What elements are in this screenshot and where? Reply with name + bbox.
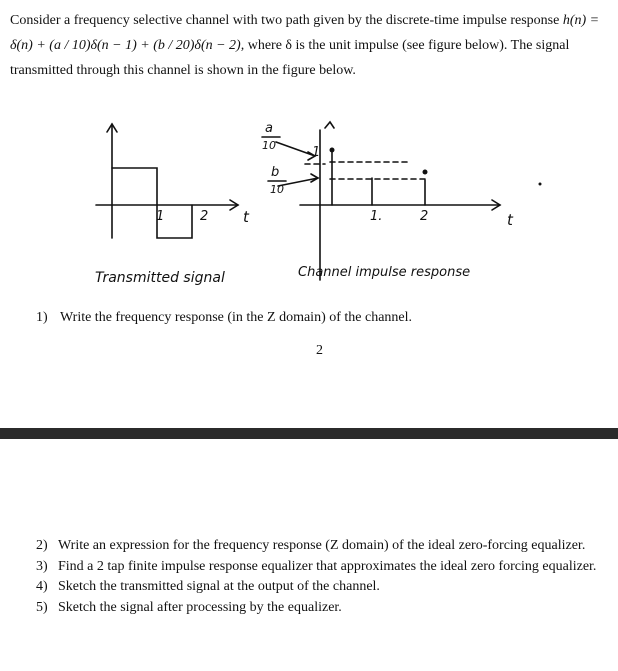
left-axis-label: t <box>243 208 249 226</box>
question-2-number: 2) <box>36 538 48 553</box>
left-tick-2: 2 <box>200 209 209 224</box>
arrow-a <box>276 142 315 156</box>
left-tick-1: 1 <box>156 209 165 224</box>
impulse-dot-2 <box>423 170 428 175</box>
intro-text-part2: where δ is the unit impulse (see figure below). The signal transmitted through this channel is shown in the figure below. <box>10 38 570 78</box>
question-5-text: Sketch the signal after processing by the equalizer. <box>58 599 342 615</box>
question-2-text: Write an expression for the frequency response (Z domain) of the ideal zero-forcing equalizer. <box>58 538 586 553</box>
page-number: 2 <box>316 343 323 358</box>
question-1-text: Write the frequency response (in the Z domain) of the channel. <box>60 310 413 325</box>
page-divider <box>0 428 618 439</box>
question-4 <box>36 577 608 598</box>
right-tick-2: 2 <box>420 209 429 224</box>
label-b-denominator: 10 <box>270 183 284 196</box>
label-a-numerator: a <box>265 121 273 136</box>
transmitted-waveform <box>112 168 192 238</box>
right-axis-label: t <box>507 211 513 229</box>
question-3 <box>36 557 608 578</box>
stray-dot <box>539 183 542 186</box>
label-b-numerator: b <box>271 165 280 180</box>
caption-channel-impulse-response: Channel impulse response <box>298 265 471 280</box>
question-4-text: Sketch the transmitted signal at the output of the channel. <box>58 579 380 594</box>
impulse-response-formula: h(n) = δ(n) + (a / 10)δ(n − 1) + (b / 20)δ(n − 2), <box>10 13 600 53</box>
signal-figure <box>0 110 618 290</box>
problem-statement <box>10 8 608 83</box>
caption-transmitted-signal: Transmitted signal <box>95 270 225 286</box>
impulse-label-one: 1 <box>312 145 321 160</box>
intro-text-part1: Consider a frequency selective channel with two path given by the discrete-time impulse response <box>10 13 563 28</box>
right-tick-1: 1. <box>370 209 383 224</box>
question-5 <box>36 598 608 619</box>
question-4-number: 4) <box>36 579 48 594</box>
question-2 <box>36 536 608 557</box>
question-list <box>36 536 608 618</box>
impulse-dot-0 <box>330 148 335 153</box>
label-a-denominator: 10 <box>262 139 276 152</box>
question-5-number: 5) <box>36 599 48 615</box>
question-1-number: 1) <box>36 310 48 325</box>
question-3-text: Find a 2 tap finite impulse response equalizer that approximates the ideal zero forcing equalizer. <box>58 558 597 574</box>
right-vertical-axis-arrow <box>325 122 334 128</box>
question-3-number: 3) <box>36 558 48 574</box>
